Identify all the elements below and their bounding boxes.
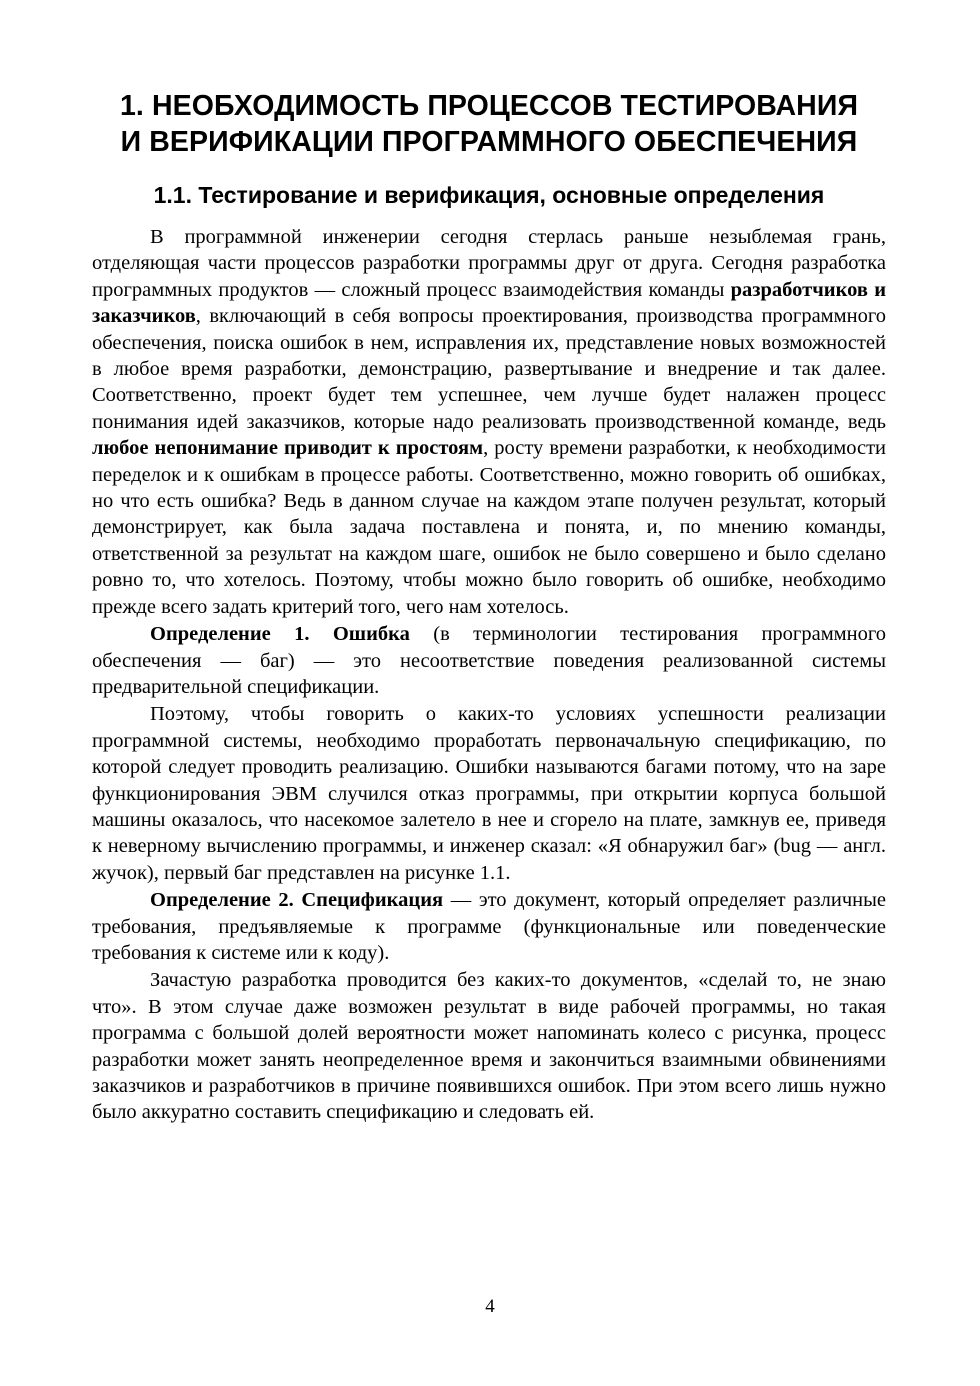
definition-text: — это документ, который определяет различные требования, предъявляемые к программе (функциональные или поведенческие требования к системе или к коду).: [92, 889, 887, 964]
section-title: 1.1. Тестирование и верификация, основные определения: [153, 182, 825, 208]
document-page: [92, 88, 886, 1127]
paragraph-text: , включающий в себя вопросы проектирования, производства программного обеспечения, поиска ошибок в нем, исправления их, представление новых возможностей в любое время разработки, демонстрацию, развертывание и внедрение и так далее. Соответственно, проект будет тем успешнее, чем лучше будет налажен процесс понимания идей заказчиков, которые надо реализовать производственной команде, ведь: [92, 305, 886, 433]
definition-term: Определение 2. Спецификация: [150, 889, 444, 912]
bold-phrase: разработчиков и заказчиков: [92, 278, 886, 328]
paragraph-text: В программной инженерии сегодня стерлась раньше незыблемая грань, отделяющая части процессов разработки программы друг от друга. Сегодня разработка программных продуктов — сложный процесс взаимодействия команды: [92, 226, 886, 301]
chapter-title: [92, 88, 886, 160]
definition-error: [92, 621, 886, 700]
paragraph-text: Поэтому, чтобы говорить о каких-то условиях успешности реализации программной системы, необходимо проработать первоначальную спецификацию, по которой следует проводить реализацию. Ошибки называются багами потому, что на заре функционирования ЭВМ случился отказ программы, при открытии корпуса большой машины оказалось, что насекомое залетело в нее и сгорело на плате, замкнув ее, приведя к неверному вычислению программы, и инженер сказал: «Я обнаружил баг» (bug — англ. жучок), первый баг представлен на рисунке 1.1.: [92, 703, 886, 884]
chapter-title-line-1: 1. НЕОБХОДИМОСТЬ ПРОЦЕССОВ ТЕСТИРОВАНИЯ: [119, 90, 859, 122]
paragraph-text: , росту времени разработки, к необходимости переделок и к ошибкам в процессе работы. Соответственно, можно говорить об ошибках, но что есть ошибка? Ведь в данном случае на каждом этапе получен результат, который демонстрирует, как была задача поставлена и понята, и, по мнению команды, ответственной за результат на каждом шаге, ошибок не было совершено и было сделано ровно то, что хотелось. Поэтому, чтобы можно было говорить об ошибке, необходимо прежде всего задать критерий того, чего нам хотелось.: [92, 437, 886, 618]
definition-text: (в терминологии тестирования программного обеспечения — баг) — это несоответствие поведения реализованной системы предварительной спецификации.: [92, 623, 887, 698]
bold-phrase: любое непонимание приводит к простоям: [92, 437, 484, 460]
definition-term: Определение 1. Ошибка: [150, 623, 410, 646]
page-number: 4: [485, 1296, 495, 1317]
paragraph-no-spec: [92, 967, 886, 1125]
definition-specification: [92, 887, 886, 966]
paragraph-text: Зачастую разработка проводится без каких-то документов, «сделай то, не знаю что». В этом случае даже возможен результат в виде рабочей программы, но такая программа с большой долей вероятности может напоминать колесо с рисунка, процесс разработки может занять неопределенное время и закончиться взаимными обвинениями заказчиков и разработчиков в причине появившихся ошибок. При этом всего лишь нужно было аккуратно составить спецификацию и следовать ей.: [92, 969, 886, 1124]
chapter-title-line-2: И ВЕРИФИКАЦИИ ПРОГРАММНОГО ОБЕСПЕЧЕНИЯ: [120, 126, 858, 158]
paragraph-intro: [92, 224, 886, 620]
paragraph-bug-history: [92, 701, 886, 886]
